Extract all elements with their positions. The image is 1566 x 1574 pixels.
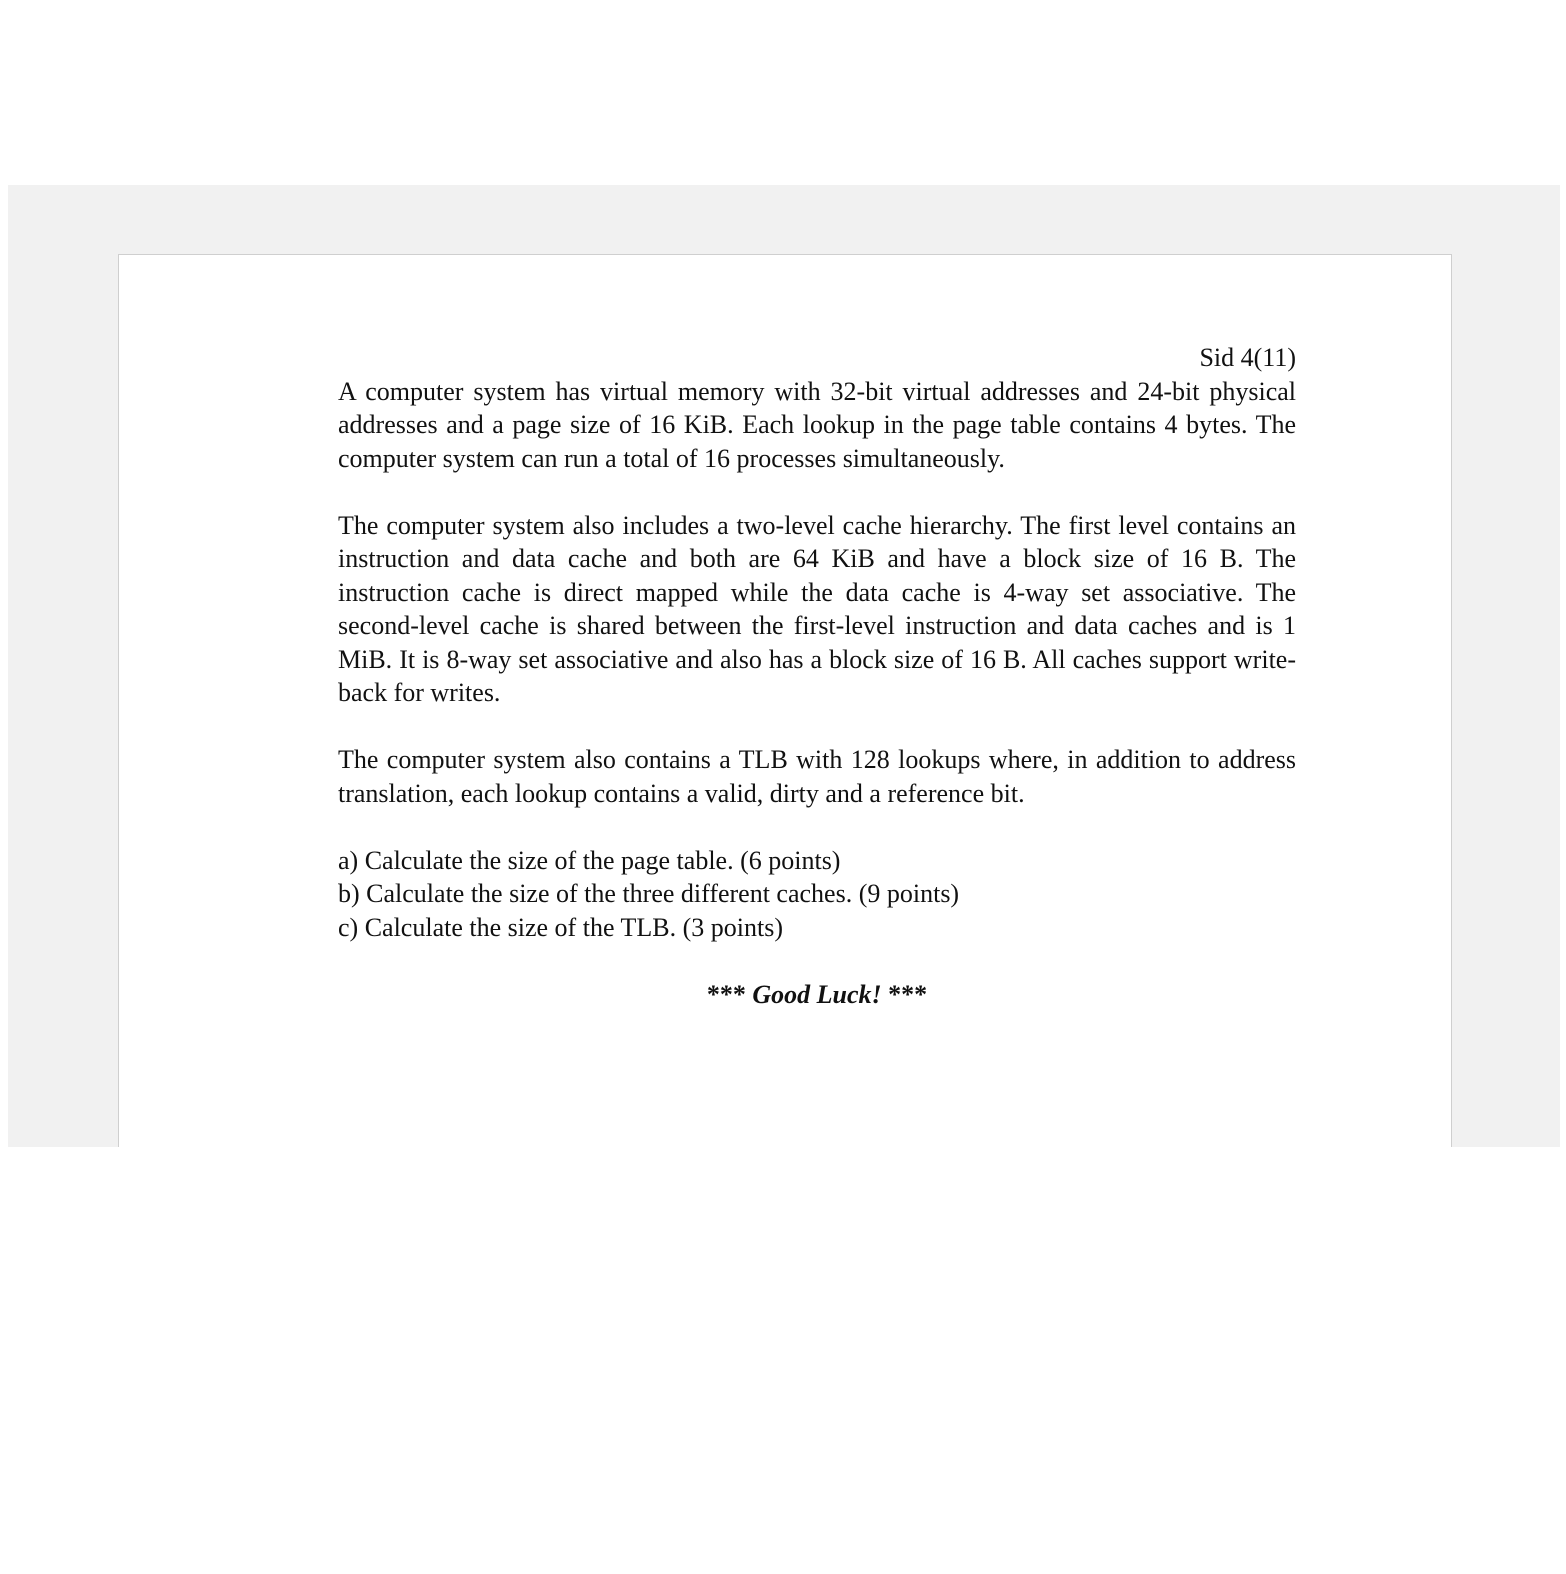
question-a: a) Calculate the size of the page table. (6 points): [338, 845, 841, 875]
closing-text: Good Luck!: [752, 979, 882, 1009]
page-number: Sid 4(11): [1199, 343, 1296, 372]
page-content: [338, 341, 1296, 1011]
document-viewer-background: [8, 185, 1560, 1147]
question-list: [338, 844, 1296, 945]
question-c: c) Calculate the size of the TLB. (3 points): [338, 912, 783, 942]
document-page: [118, 254, 1452, 1147]
closing-message: [338, 978, 1296, 1012]
paragraph-tlb: The computer system also contains a TLB with 128 lookups where, in addition to address translation, each lookup contains a valid, dirty and a reference bit.: [338, 745, 1296, 808]
closing-prefix: ***: [706, 979, 746, 1009]
paragraph-virtual-memory: A computer system has virtual memory with 32-bit virtual addresses and 24-bit physical addresses and a page size of 16 KiB. Each lookup in the page table contains 4 bytes. The computer system can run a total of 16 processes simultaneously.: [338, 376, 1296, 473]
closing-suffix: ***: [888, 979, 928, 1009]
paragraph-cache-hierarchy: The computer system also includes a two-level cache hierarchy. The first level contains an instruction and data cache and both are 64 KiB and have a block size of 16 B. The instruction cache is direct mapped while the data cache is 4-way set associative. The second-level cache is shared between the first-level instruction and data caches and is 1 MiB. It is 8-way set associative and also has a block size of 16 B. All caches support write-back for writes.: [338, 510, 1296, 707]
question-b: b) Calculate the size of the three different caches. (9 points): [338, 879, 960, 908]
